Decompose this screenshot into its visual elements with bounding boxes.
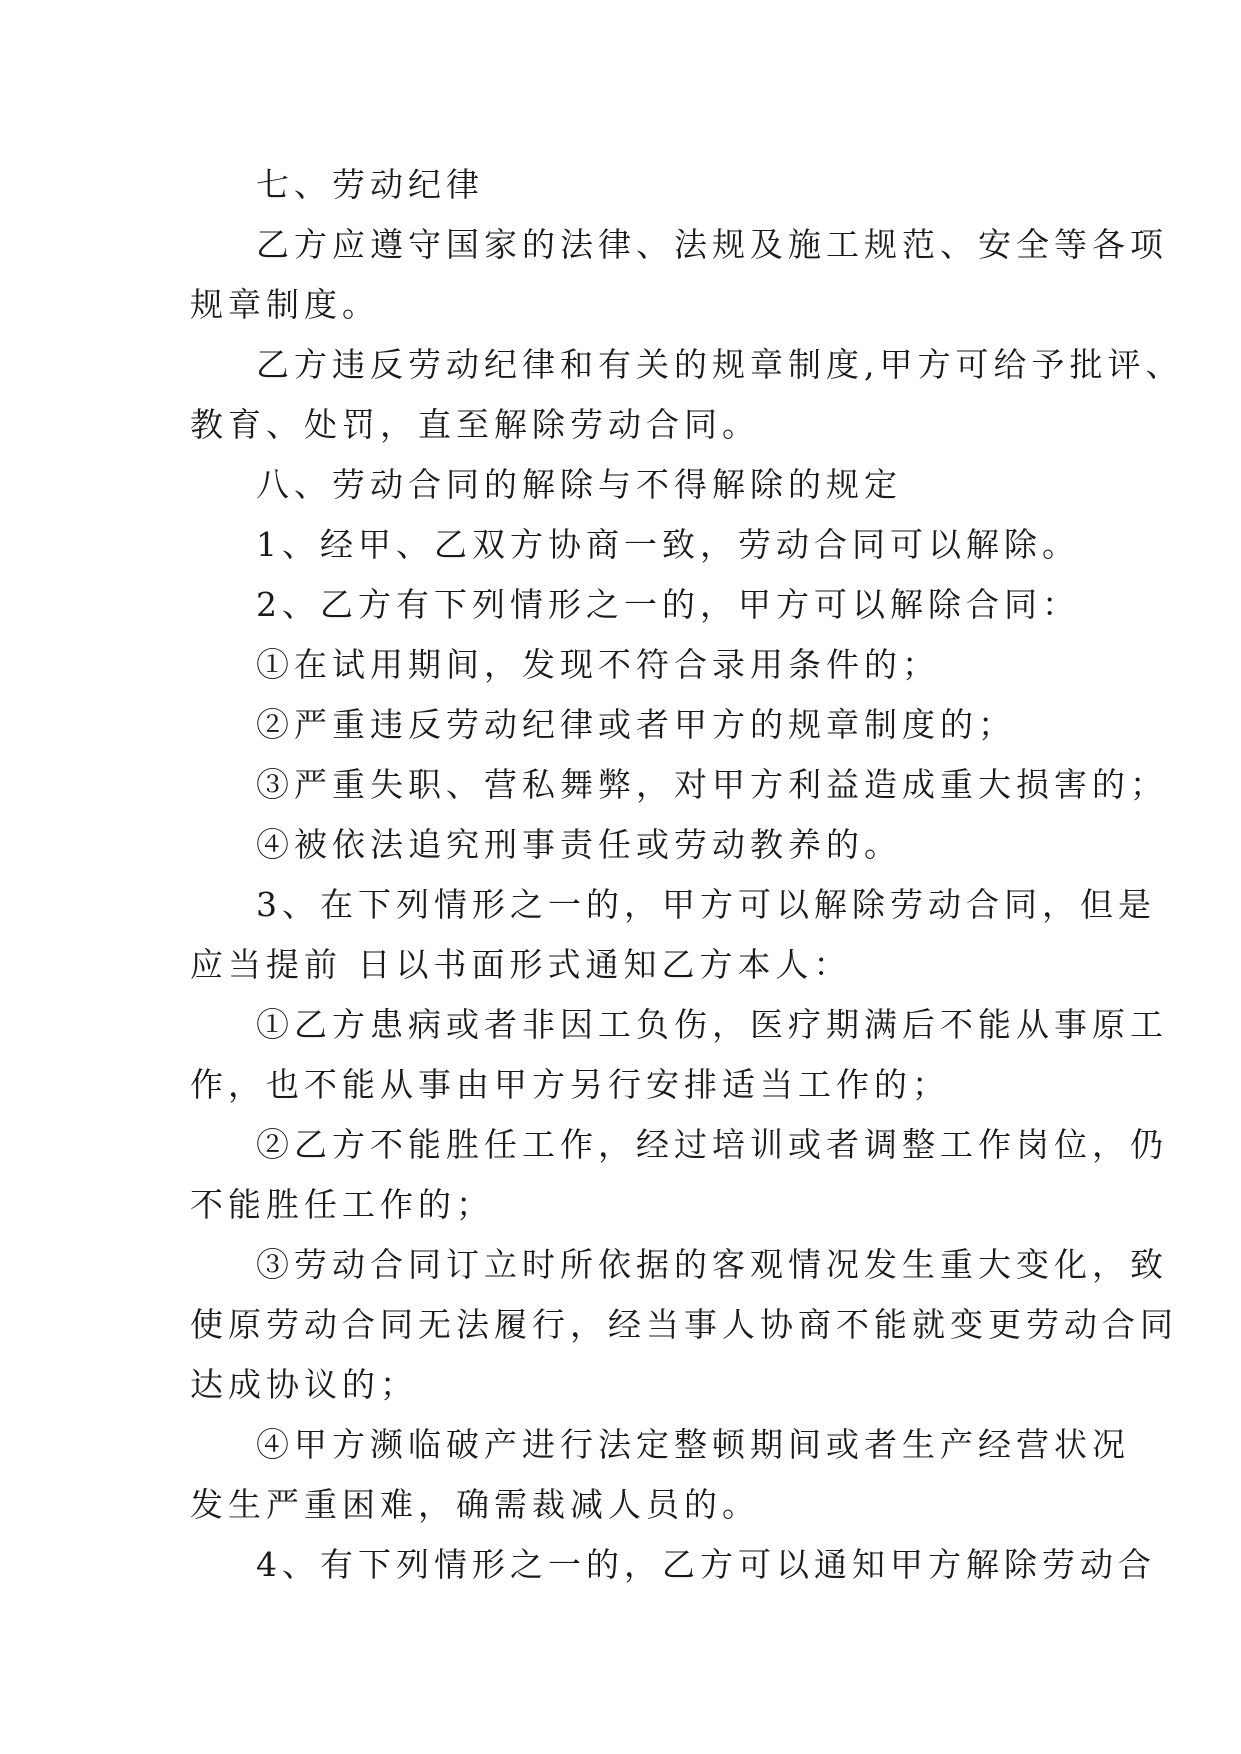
paragraph-line: 作，也不能从事由甲方另行安排适当工作的； (190, 1065, 950, 1104)
paragraph-line: 发生严重困难，确需裁减人员的。 (190, 1485, 760, 1524)
paragraph-line: 乙方违反劳动纪律和有关的规章制度,甲方可给予批评、 (256, 345, 1184, 384)
sub-clause-item: ②严重违反劳动纪律或者甲方的规章制度的； (256, 705, 1016, 744)
sub-clause-item: ②乙方不能胜任工作，经过培训或者调整工作岗位，仍 (256, 1125, 1168, 1164)
sub-clause-item: ①在试用期间，发现不符合录用条件的； (256, 645, 940, 684)
paragraph-line: 乙方应遵守国家的法律、法规及施工规范、安全等各项 (256, 225, 1168, 264)
clause-item: 3、在下列情形之一的，甲方可以解除劳动合同，但是 (256, 885, 1156, 924)
clause-item: 1、经甲、乙双方协商一致，劳动合同可以解除。 (256, 525, 1080, 564)
paragraph-line: 不能胜任工作的； (190, 1185, 494, 1224)
paragraph-line: 规章制度。 (190, 285, 380, 324)
paragraph-line: 达成协议的； (190, 1365, 418, 1404)
section-heading-labor-discipline: 七、劳动纪律 (256, 165, 484, 204)
sub-clause-item: ③严重失职、营私舞弊，对甲方利益造成重大损害的； (256, 765, 1168, 804)
sub-clause-item: ④甲方濒临破产进行法定整顿期间或者生产经营状况 (256, 1425, 1130, 1464)
clause-item: 2、乙方有下列情形之一的，甲方可以解除合同： (256, 585, 1080, 624)
sub-clause-item: ①乙方患病或者非因工负伤，医疗期满后不能从事原工 (256, 1005, 1168, 1044)
paragraph-line: 教育、处罚，直至解除劳动合同。 (190, 405, 760, 444)
section-heading-termination: 八、劳动合同的解除与不得解除的规定 (256, 465, 902, 504)
paragraph-line: 使原劳动合同无法履行，经当事人协商不能就变更劳动合同 (190, 1305, 1178, 1344)
paragraph-line: 应当提前 日以书面形式通知乙方本人： (190, 945, 852, 984)
sub-clause-item: ③劳动合同订立时所依据的客观情况发生重大变化，致 (256, 1245, 1168, 1284)
sub-clause-item: ④被依法追究刑事责任或劳动教养的。 (256, 825, 902, 864)
clause-item: 4、有下列情形之一的，乙方可以通知甲方解除劳动合 (256, 1545, 1156, 1584)
